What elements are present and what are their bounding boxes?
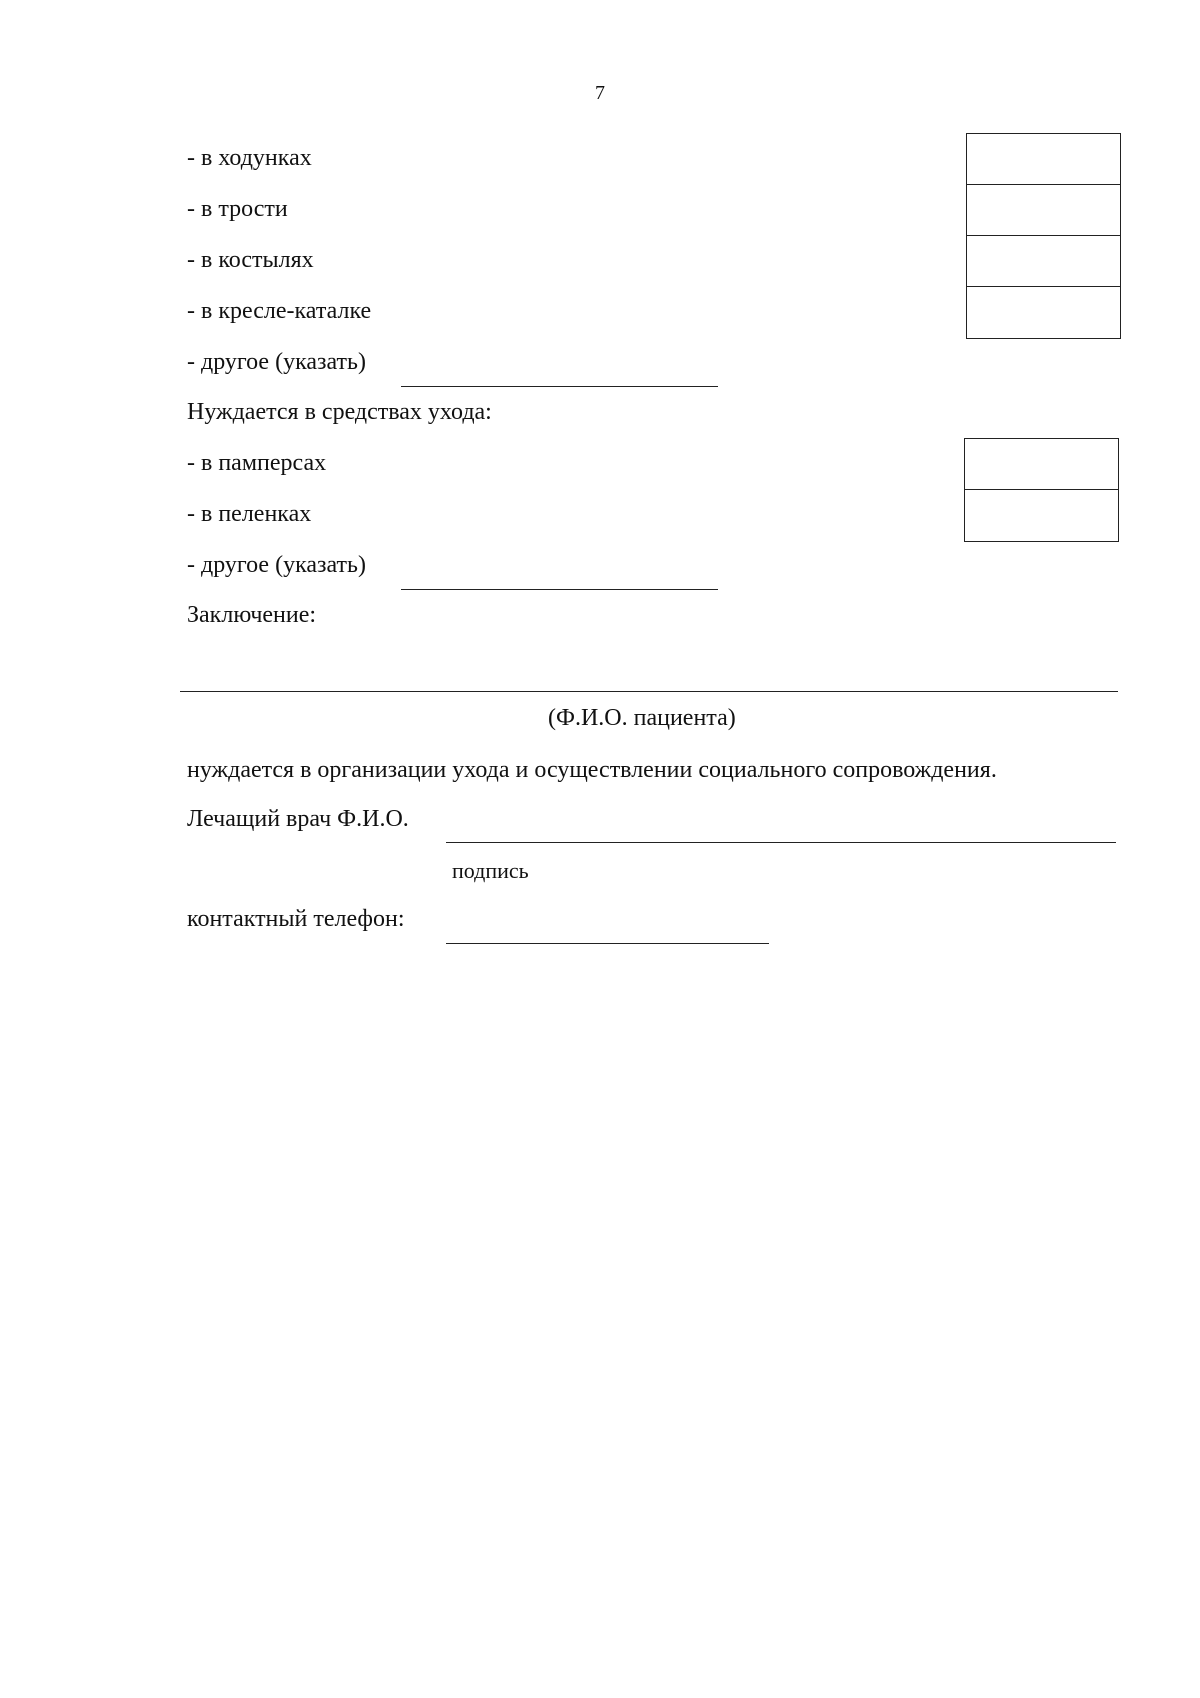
contact-phone-field[interactable]: [446, 943, 769, 944]
patient-name-caption: (Ф.И.О. пациента): [548, 705, 736, 731]
care-heading: Нуждается в средствах ухода:: [187, 399, 492, 425]
checkbox-crutches[interactable]: [966, 235, 1121, 287]
patient-name-field[interactable]: [180, 691, 1118, 692]
mobility-item-cane: - в трости: [187, 196, 288, 222]
care-other-label: - другое (указать): [187, 552, 366, 578]
conclusion-statement: нуждается в организации ухода и осуществлении социального сопровождения.: [187, 757, 997, 783]
mobility-item-crutches: - в костылях: [187, 247, 314, 273]
page-number: 7: [595, 82, 605, 104]
mobility-other-label: - другое (указать): [187, 349, 366, 375]
doctor-label: Лечащий врач Ф.И.О.: [187, 806, 409, 832]
doctor-name-field[interactable]: [446, 842, 1116, 843]
contact-label: контактный телефон:: [187, 906, 405, 932]
conclusion-heading: Заключение:: [187, 602, 317, 628]
checkbox-cane[interactable]: [966, 184, 1121, 236]
checkbox-underpads[interactable]: [964, 489, 1119, 542]
mobility-other-field[interactable]: [401, 386, 718, 387]
care-item-underpads: - в пеленках: [187, 501, 312, 527]
checkbox-wheelchair[interactable]: [966, 286, 1121, 339]
checkbox-walker[interactable]: [966, 133, 1121, 185]
mobility-item-wheelchair: - в кресле-каталке: [187, 298, 372, 324]
care-other-field[interactable]: [401, 589, 718, 590]
checkbox-diapers[interactable]: [964, 438, 1119, 490]
care-item-diapers: - в памперсах: [187, 450, 327, 476]
mobility-item-walker: - в ходунках: [187, 145, 312, 171]
signature-caption: подпись: [452, 858, 529, 883]
